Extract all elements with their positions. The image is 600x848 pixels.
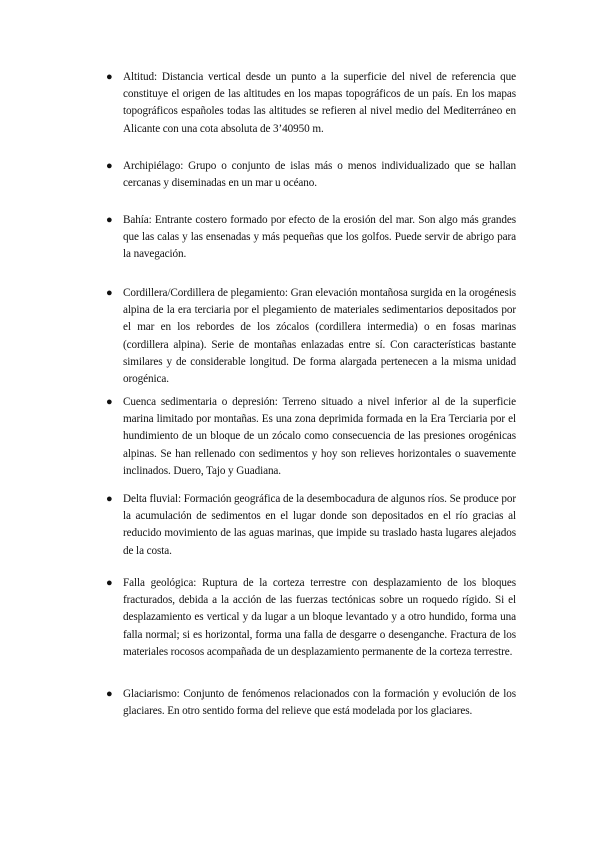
glossary-entry-glaciarismo (106, 686, 516, 720)
glossary-entry-cuenca-sedimentaria (106, 394, 516, 480)
bullet-icon: ● (106, 71, 113, 83)
glossary-entry-bahia (106, 212, 516, 264)
entry-text: Altitud: Distancia vertical desde un punto a la superficie del nivel de referencia que constituye el origen de las altitudes en los mapas topográficos de un país. En los mapas topográficos españoles todas las altitudes se refieren al nivel medio del Mediterráneo en Alicante con una cota absoluta de 3’40950 m. (123, 71, 516, 135)
glossary-entry-altitud (106, 69, 516, 138)
entry-text: Falla geológica: Ruptura de la corteza terrestre con desplazamiento de los bloques fracturados, debida a la acción de las fuerzas tectónicas sobre un roquedo rígido. Si el desplazamiento es vertical y da lugar a un bloque levantado y a otro hundido, forma una falla normal; si es horizontal, forma una falla de desgarre o desenganche. Fractura de los materiales rocosos acompañada de un desplazamiento permanente de la corteza terrestre. (123, 577, 516, 658)
bullet-icon: ● (106, 577, 113, 589)
entry-text: Bahía: Entrante costero formado por efecto de la erosión del mar. Son algo más grandes que las calas y las ensenadas y más pequeñas que los golfos. Puede servir de abrigo para la navegación. (123, 214, 516, 261)
bullet-icon: ● (106, 493, 113, 505)
bullet-icon: ● (106, 287, 113, 299)
bullet-icon: ● (106, 214, 113, 226)
entry-text: Cuenca sedimentaria o depresión: Terreno situado a nivel inferior al de la superficie marina limitado por montañas. Es una zona deprimida formada en la Era Terciaria por el hundimiento de un bloque de un zócalo como consecuencia de las presiones orogénicas alpinas. Se han rellenado con sedimentos y hoy son relieves horizontales o suavemente inclinados. Duero, Tajo y Guadiana. (123, 396, 516, 477)
glossary-entry-archipielago (106, 158, 516, 192)
entry-text: Cordillera/Cordillera de plegamiento: Gran elevación montañosa surgida en la orogénesis alpina de la era terciaria por el plegamiento de materiales sedimentarios depositados por el mar en los rebordes de los zócalos (cordillera intermedia) o en fosas marinas (cordillera alpina). Serie de montañas enlazadas entre sí. Con características bastante similares y de considerable longitud. De forma alargada pertenecen a la misma unidad orogénica. (123, 287, 516, 386)
glossary-entry-cordillera (106, 285, 516, 388)
entry-text: Delta fluvial: Formación geográfica de la desembocadura de algunos ríos. Se produce por la acumulación de sedimentos en el lugar donde son depositados en el río gracias al reducido movimiento de las aguas marinas, que impide su traslado hasta lugares alejados de la costa. (123, 493, 516, 557)
bullet-icon: ● (106, 160, 113, 172)
entry-text: Archipiélago: Grupo o conjunto de islas más o menos individualizado que se hallan cercanas y diseminadas en un mar u océano. (123, 160, 516, 190)
bullet-icon: ● (106, 396, 113, 408)
glossary-entry-delta-fluvial (106, 491, 516, 560)
entry-text: Glaciarismo: Conjunto de fenómenos relacionados con la formación y evolución de los glaciares. En otro sentido forma del relieve que está modelada por los glaciares. (123, 688, 516, 718)
glossary-entry-falla-geologica (106, 575, 516, 661)
bullet-icon: ● (106, 688, 113, 700)
